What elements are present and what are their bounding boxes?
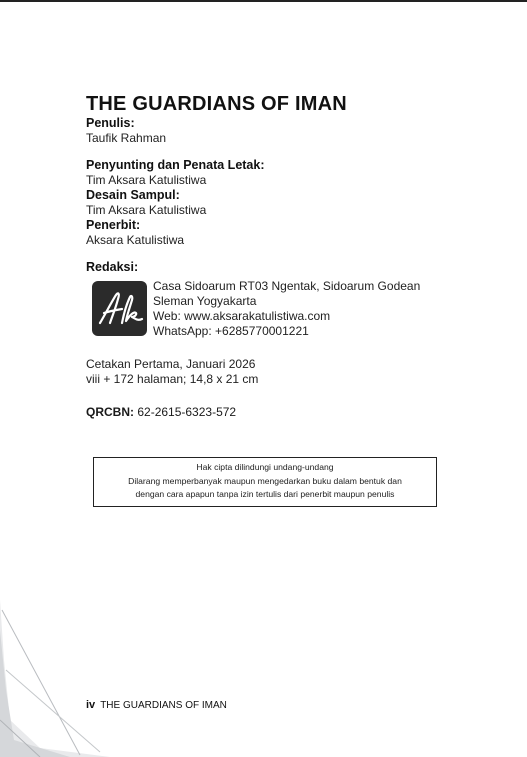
- publication-info: [86, 357, 446, 387]
- address-line: Casa Sidoarum RT03 Ngentak, Sidoarum Godean: [153, 279, 421, 293]
- credit-label-cover: Desain Sampul:: [86, 188, 180, 202]
- copyright-block: [86, 92, 446, 419]
- website-line: Web: www.aksarakatulistiwa.com: [153, 309, 331, 323]
- qrcbn-value: 62-2615-6323-572: [137, 405, 237, 419]
- publisher-logo: [92, 281, 147, 336]
- corner-ornament: [0, 600, 110, 757]
- redaksi-label: Redaksi:: [86, 260, 139, 274]
- notice-line: Dilarang memperbanyak maupun mengedarkan buku dalam bentuk dan: [128, 475, 402, 486]
- signature-logo-icon: [96, 289, 144, 329]
- page-number: iv: [86, 699, 96, 711]
- book-title: THE GUARDIANS OF IMAN: [86, 93, 347, 115]
- credit-label-publisher: Penerbit:: [86, 218, 141, 232]
- address-line: Sleman Yogyakarta: [153, 294, 257, 308]
- notice-line: dengan cara apapun tanpa izin tertulis dari penerbit maupun penulis: [135, 489, 395, 499]
- redaksi-block: [86, 279, 446, 339]
- credit-value-author: Taufik Rahman: [86, 131, 167, 145]
- qrcbn-line: [86, 405, 446, 419]
- credit-label-author: Penulis:: [86, 116, 135, 130]
- qrcbn-label: QRCBN:: [86, 405, 134, 419]
- credit-label-editor: Penyunting dan Penata Letak:: [86, 158, 265, 172]
- credit-value-editor: Tim Aksara Katulistiwa: [86, 173, 207, 187]
- pages-text: viii + 172 halaman; 14,8 x 21 cm: [86, 372, 259, 386]
- credit-value-publisher: Aksara Katulistiwa: [86, 233, 185, 247]
- running-title: THE GUARDIANS OF IMAN: [100, 700, 227, 711]
- page-footer: [86, 699, 227, 712]
- copyright-notice-box: [93, 457, 437, 507]
- notice-line: Hak cipta dilindungi undang-undang: [196, 462, 334, 472]
- edition-text: Cetakan Pertama, Januari 2026: [86, 357, 256, 371]
- redaksi-address: [153, 279, 420, 339]
- credit-value-cover: Tim Aksara Katulistiwa: [86, 203, 207, 217]
- top-rule: [0, 0, 527, 2]
- whatsapp-line: WhatsApp: +6285770001221: [153, 324, 309, 338]
